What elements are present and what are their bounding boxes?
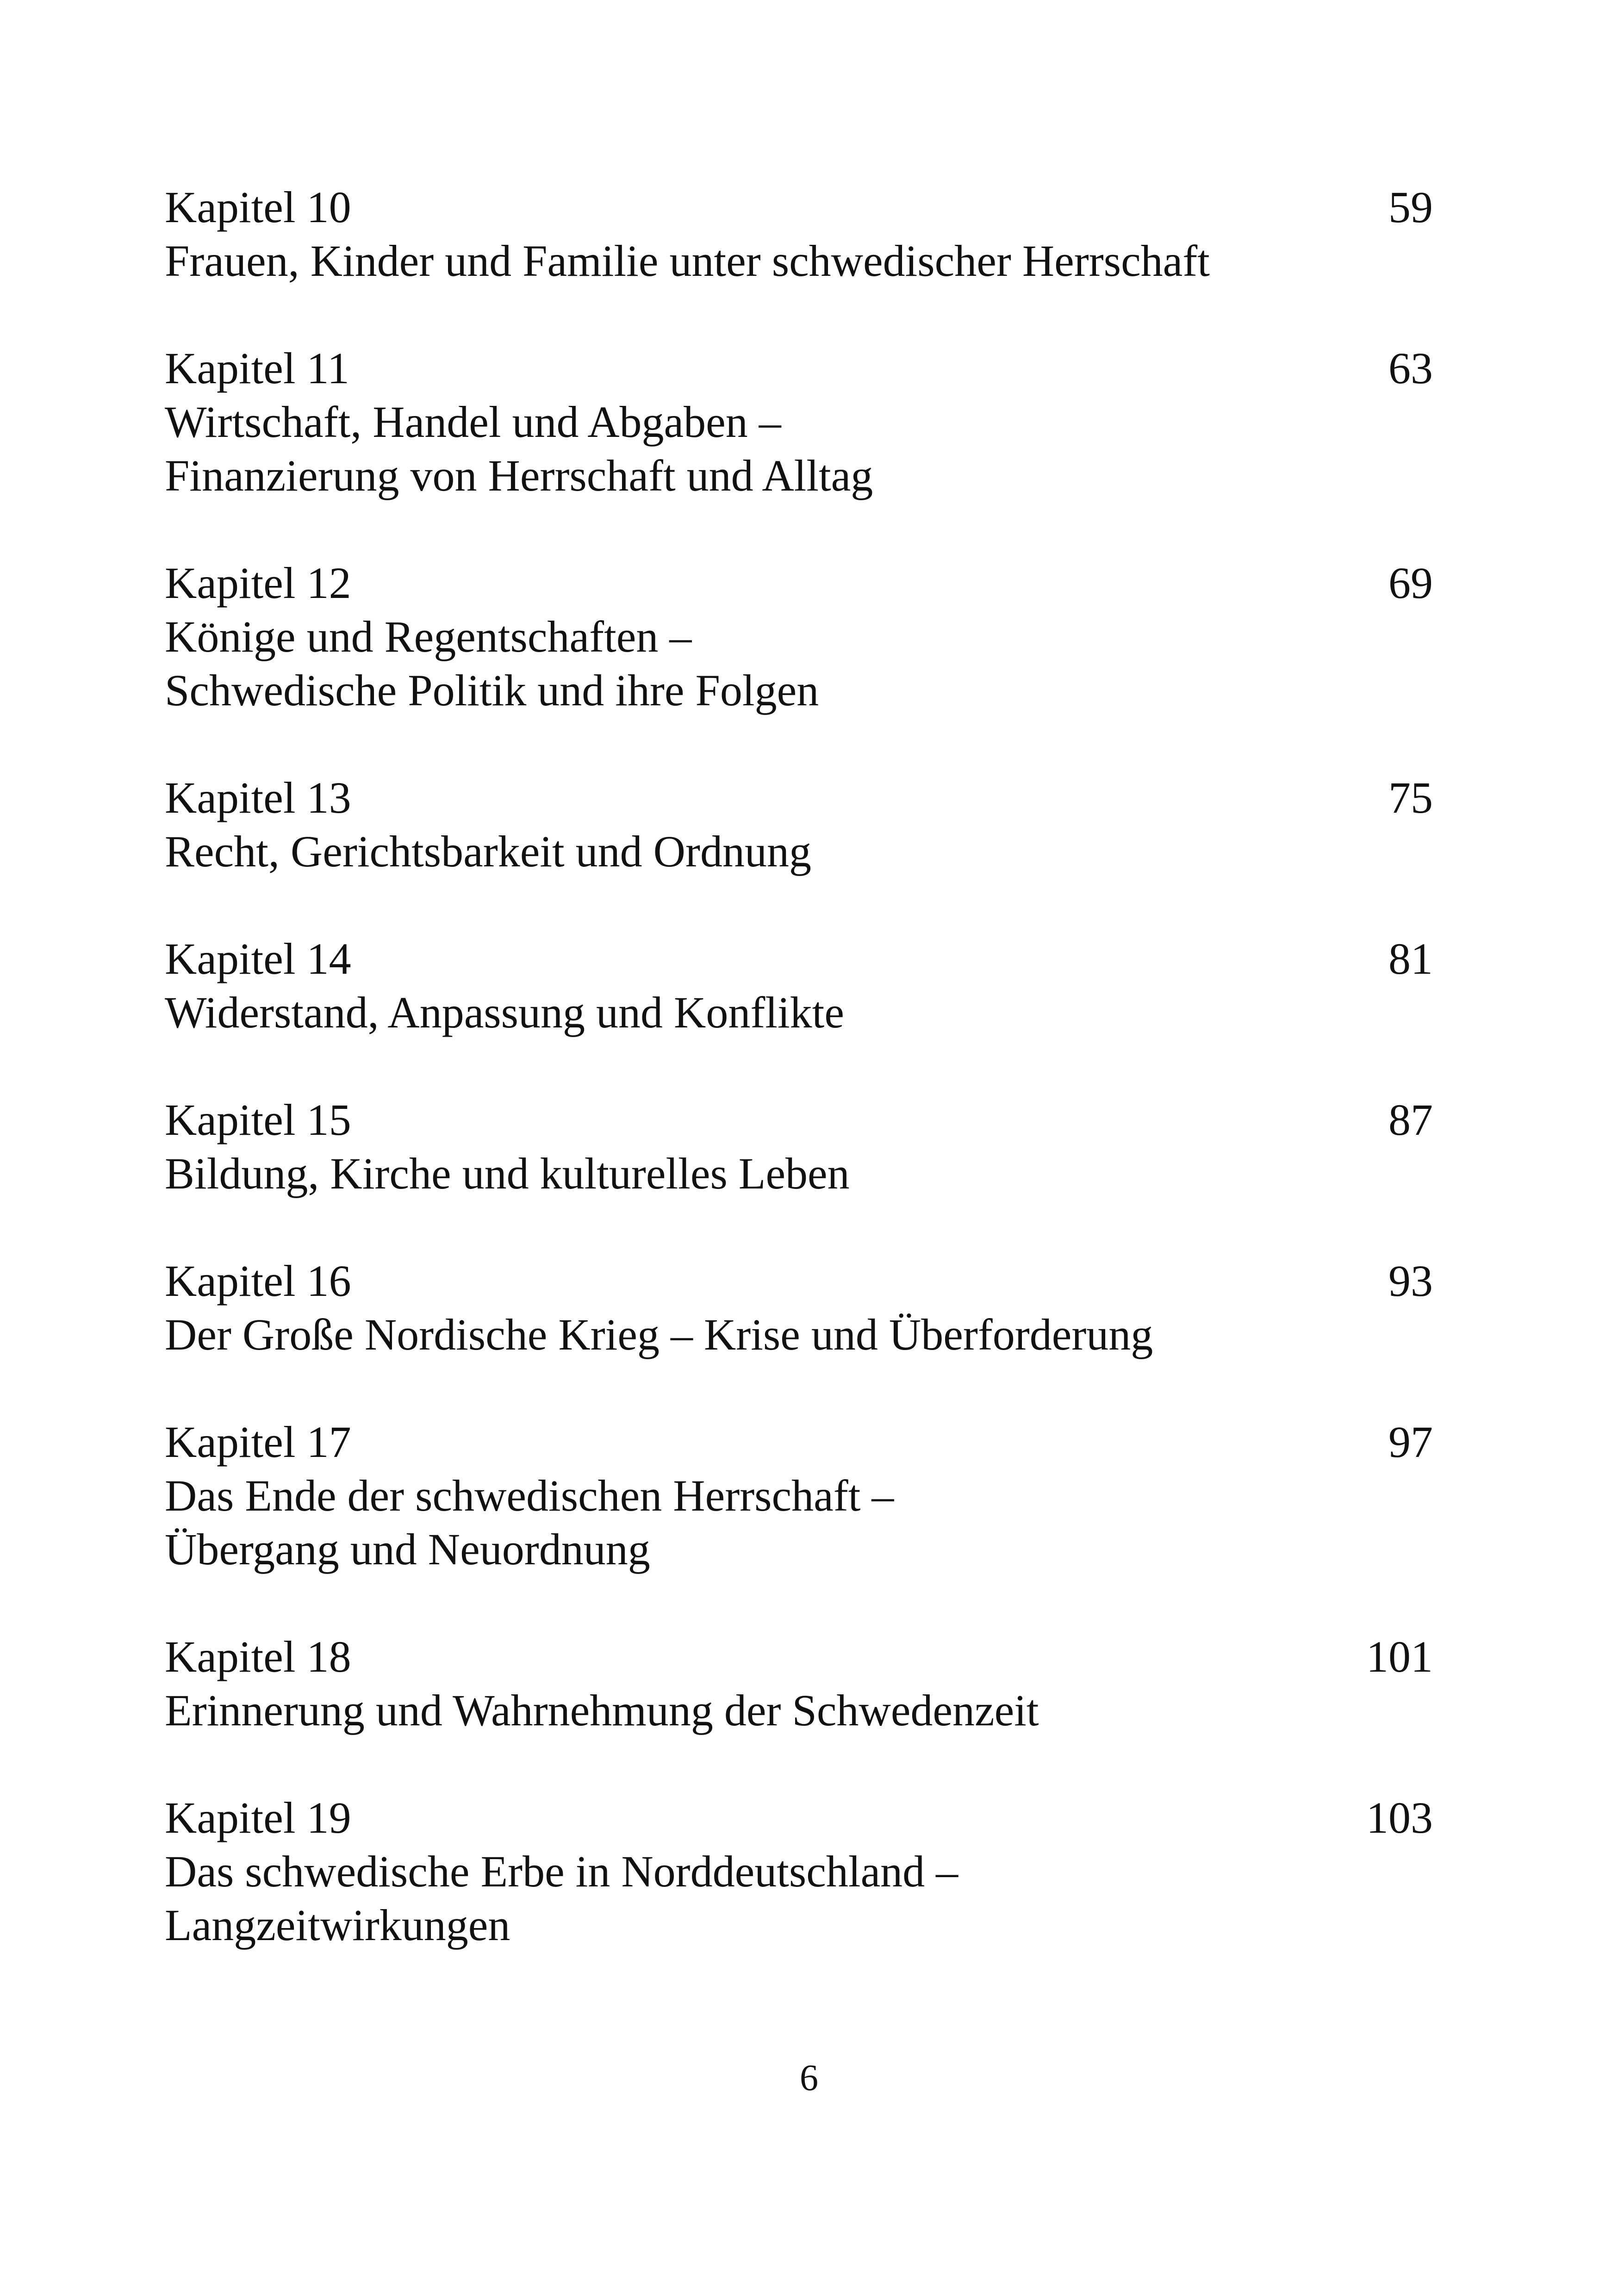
toc-entry-header xyxy=(165,1093,1433,1147)
chapter-subtitle: Finanzierung von Herrschaft und Alltag xyxy=(165,451,873,500)
toc-entry-header xyxy=(165,1415,1433,1469)
chapter-title: Der Große Nordische Krieg – Krise und Überforderung xyxy=(165,1310,1153,1359)
chapter-title: Erinnerung und Wahrnehmung der Schwedenzeit xyxy=(165,1686,1039,1735)
toc-entry-header xyxy=(165,1254,1433,1308)
chapter-page-number: 63 xyxy=(1388,343,1433,393)
toc-entry[interactable] xyxy=(165,342,1433,503)
chapter-label: Kapitel 16 xyxy=(165,1256,351,1306)
chapter-page-number: 97 xyxy=(1388,1417,1433,1467)
chapter-label: Kapitel 14 xyxy=(165,934,351,983)
chapter-page-number: 75 xyxy=(1388,773,1433,822)
chapter-title: Das Ende der schwedischen Herrschaft – xyxy=(165,1471,894,1520)
toc-entry[interactable] xyxy=(165,1093,1433,1201)
chapter-page-number: 87 xyxy=(1388,1095,1433,1145)
toc-entry-header xyxy=(165,932,1433,986)
chapter-label: Kapitel 12 xyxy=(165,558,351,608)
chapter-label: Kapitel 13 xyxy=(165,773,351,822)
chapter-title: Frauen, Kinder und Familie unter schwedischer Herrschaft xyxy=(165,236,1210,286)
toc-entry[interactable] xyxy=(165,1791,1433,1952)
chapter-label: Kapitel 17 xyxy=(165,1417,351,1467)
chapter-subtitle: Langzeitwirkungen xyxy=(165,1900,510,1950)
toc-entry[interactable] xyxy=(165,180,1433,288)
chapter-label: Kapitel 15 xyxy=(165,1095,351,1145)
chapter-title: Widerstand, Anpassung und Konflikte xyxy=(165,988,844,1037)
chapter-label: Kapitel 18 xyxy=(165,1632,351,1681)
chapter-label: Kapitel 10 xyxy=(165,182,351,232)
chapter-title: Bildung, Kirche und kulturelles Leben xyxy=(165,1149,850,1198)
chapter-page-number: 101 xyxy=(1366,1632,1433,1681)
chapter-page-number: 69 xyxy=(1388,558,1433,608)
chapter-title: Recht, Gerichtsbarkeit und Ordnung xyxy=(165,827,811,876)
chapter-page-number: 103 xyxy=(1366,1793,1433,1842)
toc-entry-header xyxy=(165,1630,1433,1684)
toc-entry-header xyxy=(165,180,1433,234)
chapter-title: Wirtschaft, Handel und Abgaben – xyxy=(165,397,781,447)
toc-entry-header xyxy=(165,1791,1433,1845)
toc-entry-header xyxy=(165,556,1433,610)
toc-entry[interactable] xyxy=(165,1415,1433,1576)
chapter-subtitle: Übergang und Neuordnung xyxy=(165,1524,650,1574)
toc-entry[interactable] xyxy=(165,556,1433,717)
chapter-subtitle: Schwedische Politik und ihre Folgen xyxy=(165,666,819,715)
toc-entry-header xyxy=(165,342,1433,395)
toc-entry[interactable] xyxy=(165,1630,1433,1737)
toc-entry[interactable] xyxy=(165,771,1433,878)
chapter-page-number: 81 xyxy=(1388,934,1433,983)
page-number: 6 xyxy=(800,2058,818,2098)
chapter-label: Kapitel 19 xyxy=(165,1793,351,1842)
chapter-title: Das schwedische Erbe in Norddeutschland – xyxy=(165,1847,958,1896)
toc-entry[interactable] xyxy=(165,1254,1433,1362)
toc-entry[interactable] xyxy=(165,932,1433,1039)
chapter-title: Könige und Regentschaften – xyxy=(165,612,692,661)
chapter-page-number: 59 xyxy=(1388,182,1433,232)
chapter-page-number: 93 xyxy=(1388,1256,1433,1306)
toc-entry-header xyxy=(165,771,1433,825)
chapter-label: Kapitel 11 xyxy=(165,343,349,393)
table-of-contents xyxy=(165,180,1433,2006)
